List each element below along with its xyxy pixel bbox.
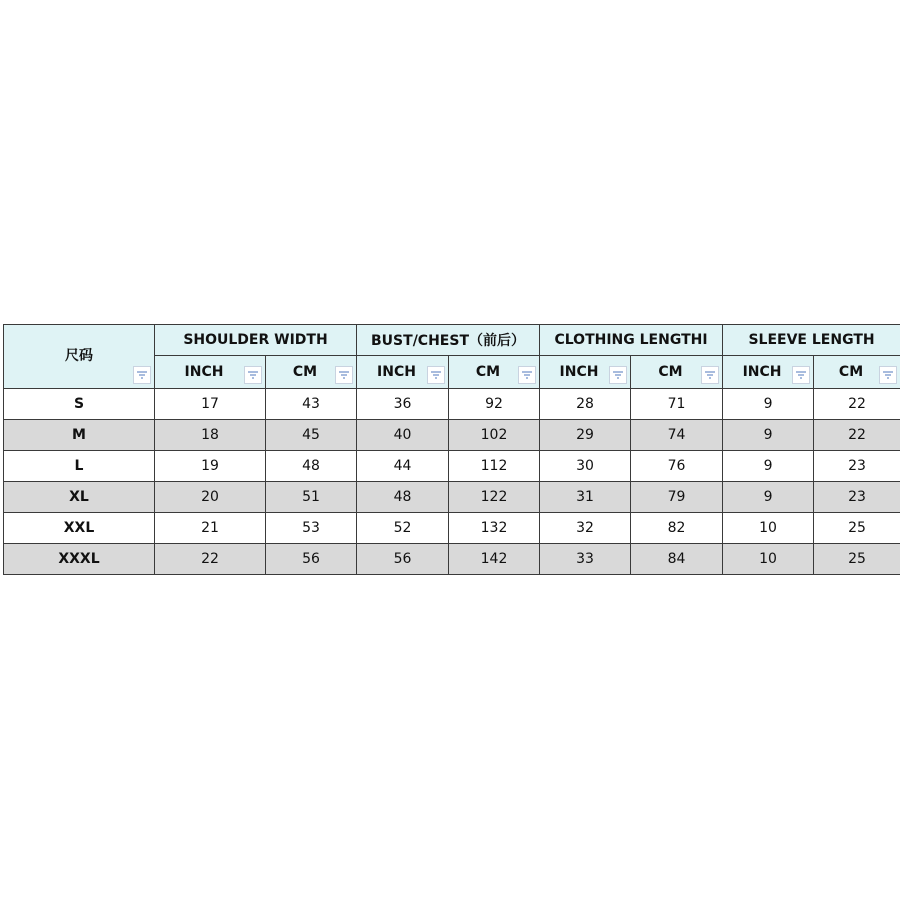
filter-button[interactable] bbox=[792, 366, 810, 384]
unit-header-label: CM bbox=[475, 364, 501, 380]
value-cell[interactable]: 29 bbox=[540, 420, 631, 451]
group-header-clothing-length: CLOTHING LENGTHI bbox=[540, 325, 723, 356]
size-cell[interactable]: XXXL bbox=[4, 544, 155, 575]
value-cell[interactable]: 102 bbox=[449, 420, 540, 451]
table-row bbox=[4, 451, 900, 482]
value-cell[interactable]: 17 bbox=[155, 389, 266, 420]
filter-button-size[interactable] bbox=[133, 366, 151, 384]
value-cell[interactable]: 112 bbox=[449, 451, 540, 482]
value-cell[interactable]: 122 bbox=[449, 482, 540, 513]
size-cell[interactable]: XXL bbox=[4, 513, 155, 544]
value-cell[interactable]: 22 bbox=[814, 389, 900, 420]
filter-button[interactable] bbox=[609, 366, 627, 384]
value-cell[interactable]: 31 bbox=[540, 482, 631, 513]
unit-header-inch-6[interactable] bbox=[723, 356, 814, 389]
unit-header-label: INCH bbox=[559, 364, 599, 380]
unit-header-label: INCH bbox=[184, 364, 224, 380]
size-column-header[interactable] bbox=[4, 325, 155, 389]
filter-icon bbox=[247, 370, 259, 380]
value-cell[interactable]: 40 bbox=[357, 420, 449, 451]
unit-header-label: CM bbox=[292, 364, 318, 380]
value-cell[interactable]: 25 bbox=[814, 513, 900, 544]
unit-header-cm-5[interactable] bbox=[631, 356, 723, 389]
value-cell[interactable]: 9 bbox=[723, 420, 814, 451]
unit-header-cm-7[interactable] bbox=[814, 356, 900, 389]
filter-button[interactable] bbox=[701, 366, 719, 384]
value-cell[interactable]: 44 bbox=[357, 451, 449, 482]
value-cell[interactable]: 76 bbox=[631, 451, 723, 482]
size-cell[interactable]: M bbox=[4, 420, 155, 451]
size-chart-table bbox=[3, 324, 900, 575]
table-row bbox=[4, 389, 900, 420]
filter-icon bbox=[521, 370, 533, 380]
value-cell[interactable]: 33 bbox=[540, 544, 631, 575]
value-cell[interactable]: 45 bbox=[266, 420, 357, 451]
value-cell[interactable]: 18 bbox=[155, 420, 266, 451]
filter-icon bbox=[338, 370, 350, 380]
value-cell[interactable]: 23 bbox=[814, 451, 900, 482]
value-cell[interactable]: 92 bbox=[449, 389, 540, 420]
value-cell[interactable]: 28 bbox=[540, 389, 631, 420]
value-cell[interactable]: 10 bbox=[723, 513, 814, 544]
value-cell[interactable]: 51 bbox=[266, 482, 357, 513]
value-cell[interactable]: 79 bbox=[631, 482, 723, 513]
value-cell[interactable]: 19 bbox=[155, 451, 266, 482]
table-row bbox=[4, 513, 900, 544]
unit-header-label: INCH bbox=[742, 364, 782, 380]
unit-header-cm-3[interactable] bbox=[449, 356, 540, 389]
value-cell[interactable]: 48 bbox=[266, 451, 357, 482]
filter-icon bbox=[704, 370, 716, 380]
value-cell[interactable]: 84 bbox=[631, 544, 723, 575]
group-header-bust-chest: BUST/CHEST（前后） bbox=[357, 325, 540, 356]
filter-button[interactable] bbox=[335, 366, 353, 384]
value-cell[interactable]: 48 bbox=[357, 482, 449, 513]
header-group-row bbox=[4, 325, 900, 356]
value-cell[interactable]: 142 bbox=[449, 544, 540, 575]
value-cell[interactable]: 56 bbox=[357, 544, 449, 575]
table-header bbox=[4, 325, 900, 389]
value-cell[interactable]: 23 bbox=[814, 482, 900, 513]
table-row bbox=[4, 482, 900, 513]
filter-button[interactable] bbox=[427, 366, 445, 384]
value-cell[interactable]: 56 bbox=[266, 544, 357, 575]
unit-header-label: INCH bbox=[377, 364, 416, 380]
size-cell[interactable]: S bbox=[4, 389, 155, 420]
filter-icon bbox=[136, 370, 148, 380]
value-cell[interactable]: 10 bbox=[723, 544, 814, 575]
table-body bbox=[4, 389, 900, 575]
size-cell[interactable]: L bbox=[4, 451, 155, 482]
unit-header-inch-2[interactable] bbox=[357, 356, 449, 389]
size-header-label: 尺码 bbox=[65, 347, 93, 364]
filter-icon bbox=[430, 370, 442, 380]
filter-icon bbox=[795, 370, 807, 380]
value-cell[interactable]: 21 bbox=[155, 513, 266, 544]
value-cell[interactable]: 43 bbox=[266, 389, 357, 420]
filter-icon bbox=[882, 370, 894, 380]
filter-button[interactable] bbox=[518, 366, 536, 384]
value-cell[interactable]: 25 bbox=[814, 544, 900, 575]
value-cell[interactable]: 22 bbox=[814, 420, 900, 451]
value-cell[interactable]: 9 bbox=[723, 451, 814, 482]
value-cell[interactable]: 53 bbox=[266, 513, 357, 544]
value-cell[interactable]: 9 bbox=[723, 482, 814, 513]
unit-header-inch-4[interactable] bbox=[540, 356, 631, 389]
value-cell[interactable]: 71 bbox=[631, 389, 723, 420]
table-row bbox=[4, 544, 900, 575]
unit-header-inch-0[interactable] bbox=[155, 356, 266, 389]
filter-button[interactable] bbox=[244, 366, 262, 384]
value-cell[interactable]: 20 bbox=[155, 482, 266, 513]
unit-header-label: CM bbox=[838, 364, 864, 380]
value-cell[interactable]: 82 bbox=[631, 513, 723, 544]
table-row bbox=[4, 420, 900, 451]
unit-header-label: CM bbox=[658, 364, 683, 380]
group-header-sleeve-length: SLEEVE LENGTH bbox=[723, 325, 900, 356]
value-cell[interactable]: 52 bbox=[357, 513, 449, 544]
filter-button[interactable] bbox=[879, 366, 897, 384]
group-header-shoulder-width: SHOULDER WIDTH bbox=[155, 325, 357, 356]
value-cell[interactable]: 9 bbox=[723, 389, 814, 420]
value-cell[interactable]: 30 bbox=[540, 451, 631, 482]
value-cell[interactable]: 32 bbox=[540, 513, 631, 544]
size-cell[interactable]: XL bbox=[4, 482, 155, 513]
value-cell[interactable]: 36 bbox=[357, 389, 449, 420]
value-cell[interactable]: 74 bbox=[631, 420, 723, 451]
unit-header-cm-1[interactable] bbox=[266, 356, 357, 389]
value-cell[interactable]: 132 bbox=[449, 513, 540, 544]
value-cell[interactable]: 22 bbox=[155, 544, 266, 575]
filter-icon bbox=[612, 370, 624, 380]
